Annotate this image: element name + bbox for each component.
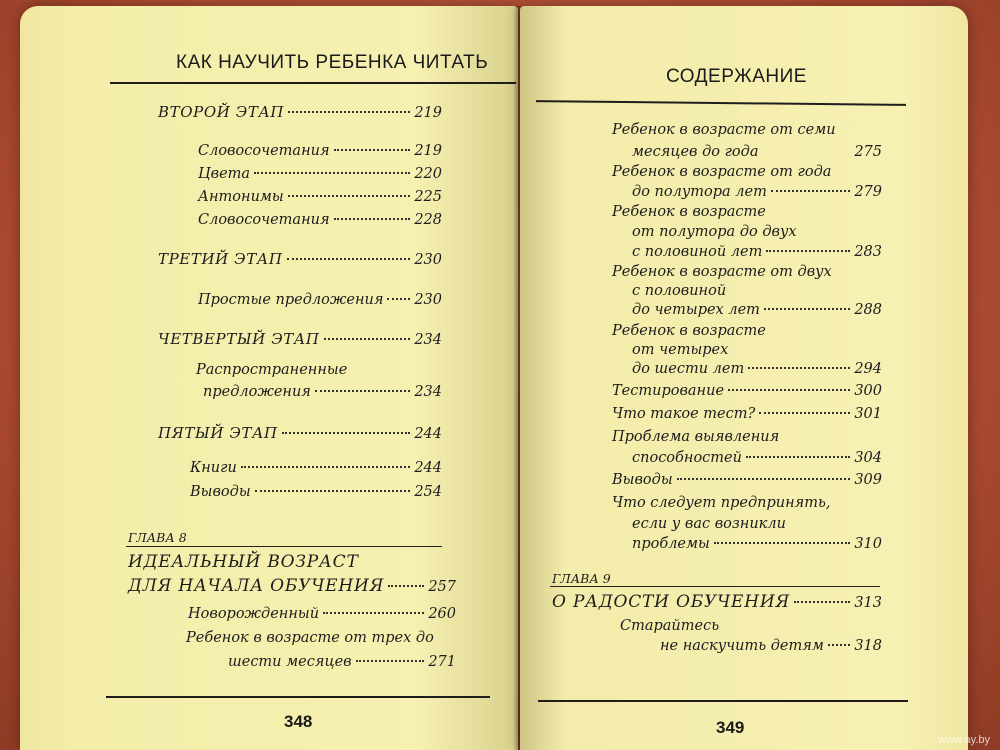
toc-entry: Выводы 309	[612, 472, 882, 488]
page-number: 348	[284, 712, 313, 731]
toc-entry: предложения 234	[203, 384, 442, 400]
watermark: www.ay.by	[938, 734, 990, 746]
toc-entry: ПЯТЫЙ ЭТАП 244	[158, 424, 442, 442]
chapter-label: ГЛАВА 9	[552, 571, 611, 586]
toc-entry: Словосочетания 219	[198, 143, 442, 159]
footer-rule	[538, 700, 908, 702]
toc-entry: ЧЕТВЕРТЫЙ ЭТАП 234	[158, 330, 442, 348]
toc-entry-line: Старайтесь	[620, 618, 720, 634]
toc-entry-line: Ребенок в возрасте от года	[612, 164, 832, 180]
toc-entry: до шести лет 294	[632, 361, 882, 377]
toc-entry-line: от четырех	[632, 342, 729, 358]
chapter-rule	[550, 586, 880, 587]
toc-entry-line: от полутора до двух	[632, 224, 797, 240]
toc-entry: Словосочетания 228	[198, 212, 442, 228]
toc-entry: Выводы 254	[190, 484, 442, 500]
toc-entry-line: если у вас возникли	[632, 516, 786, 532]
toc-entry: Новорожденный 260	[188, 606, 456, 622]
toc-entry-line: с половиной	[632, 283, 727, 299]
toc-entry: способностей 304	[632, 450, 882, 466]
footer-rule	[106, 696, 490, 698]
toc-entry: ВТОРОЙ ЭТАП 219	[158, 103, 442, 121]
toc-entry-line: Проблема выявления	[612, 429, 780, 445]
toc-entry-line: Ребенок в возрасте от семи	[612, 122, 836, 138]
right-page	[520, 6, 968, 750]
toc-entry: проблемы 310	[632, 536, 882, 552]
toc-entry: не наскучить детям 318	[660, 638, 882, 654]
toc-entry: Цвета 220	[198, 166, 442, 182]
toc-entry: до полутора лет 279	[632, 184, 882, 200]
toc-entry: месяцев до года 275	[632, 144, 882, 160]
toc-entry: с половиной лет 283	[632, 244, 882, 260]
toc-entry-line: Ребенок в возрасте	[612, 323, 766, 339]
page-number: 349	[716, 718, 745, 737]
left-page	[20, 6, 518, 750]
toc-entry: ТРЕТИЙ ЭТАП 230	[158, 250, 442, 268]
toc-entry: О РАДОСТИ ОБУЧЕНИЯ 313	[552, 592, 882, 612]
toc-entry-line: Ребенок в возрасте от двух	[612, 264, 832, 280]
toc-entry: Книги 244	[190, 460, 442, 476]
header-rule	[110, 82, 516, 84]
toc-entry: шести месяцев 271	[228, 654, 456, 670]
toc-entry: ДЛЯ НАЧАЛА ОБУЧЕНИЯ 257	[128, 576, 456, 596]
toc-entry: Простые предложения 230	[198, 292, 442, 308]
toc-entry-line: Ребенок в возрасте	[612, 204, 766, 220]
right-running-head: СОДЕРЖАНИЕ	[666, 66, 807, 87]
chapter-rule	[126, 546, 442, 547]
toc-entry: Что такое тест? 301	[612, 406, 882, 422]
toc-entry: Антонимы 225	[198, 189, 442, 205]
toc-entry-line: Что следует предпринять,	[612, 495, 831, 511]
toc-entry: до четырех лет 288	[632, 302, 882, 318]
chapter-title: ИДЕАЛЬНЫЙ ВОЗРАСТ	[128, 552, 359, 572]
left-running-head: КАК НАУЧИТЬ РЕБЕНКА ЧИТАТЬ	[176, 52, 489, 73]
toc-entry-line: Ребенок в возрасте от трех до	[186, 630, 434, 646]
header-rule	[536, 100, 906, 106]
chapter-label: ГЛАВА 8	[128, 530, 187, 545]
toc-entry-line: Распространенные	[196, 362, 348, 378]
toc-entry: Тестирование 300	[612, 383, 882, 399]
